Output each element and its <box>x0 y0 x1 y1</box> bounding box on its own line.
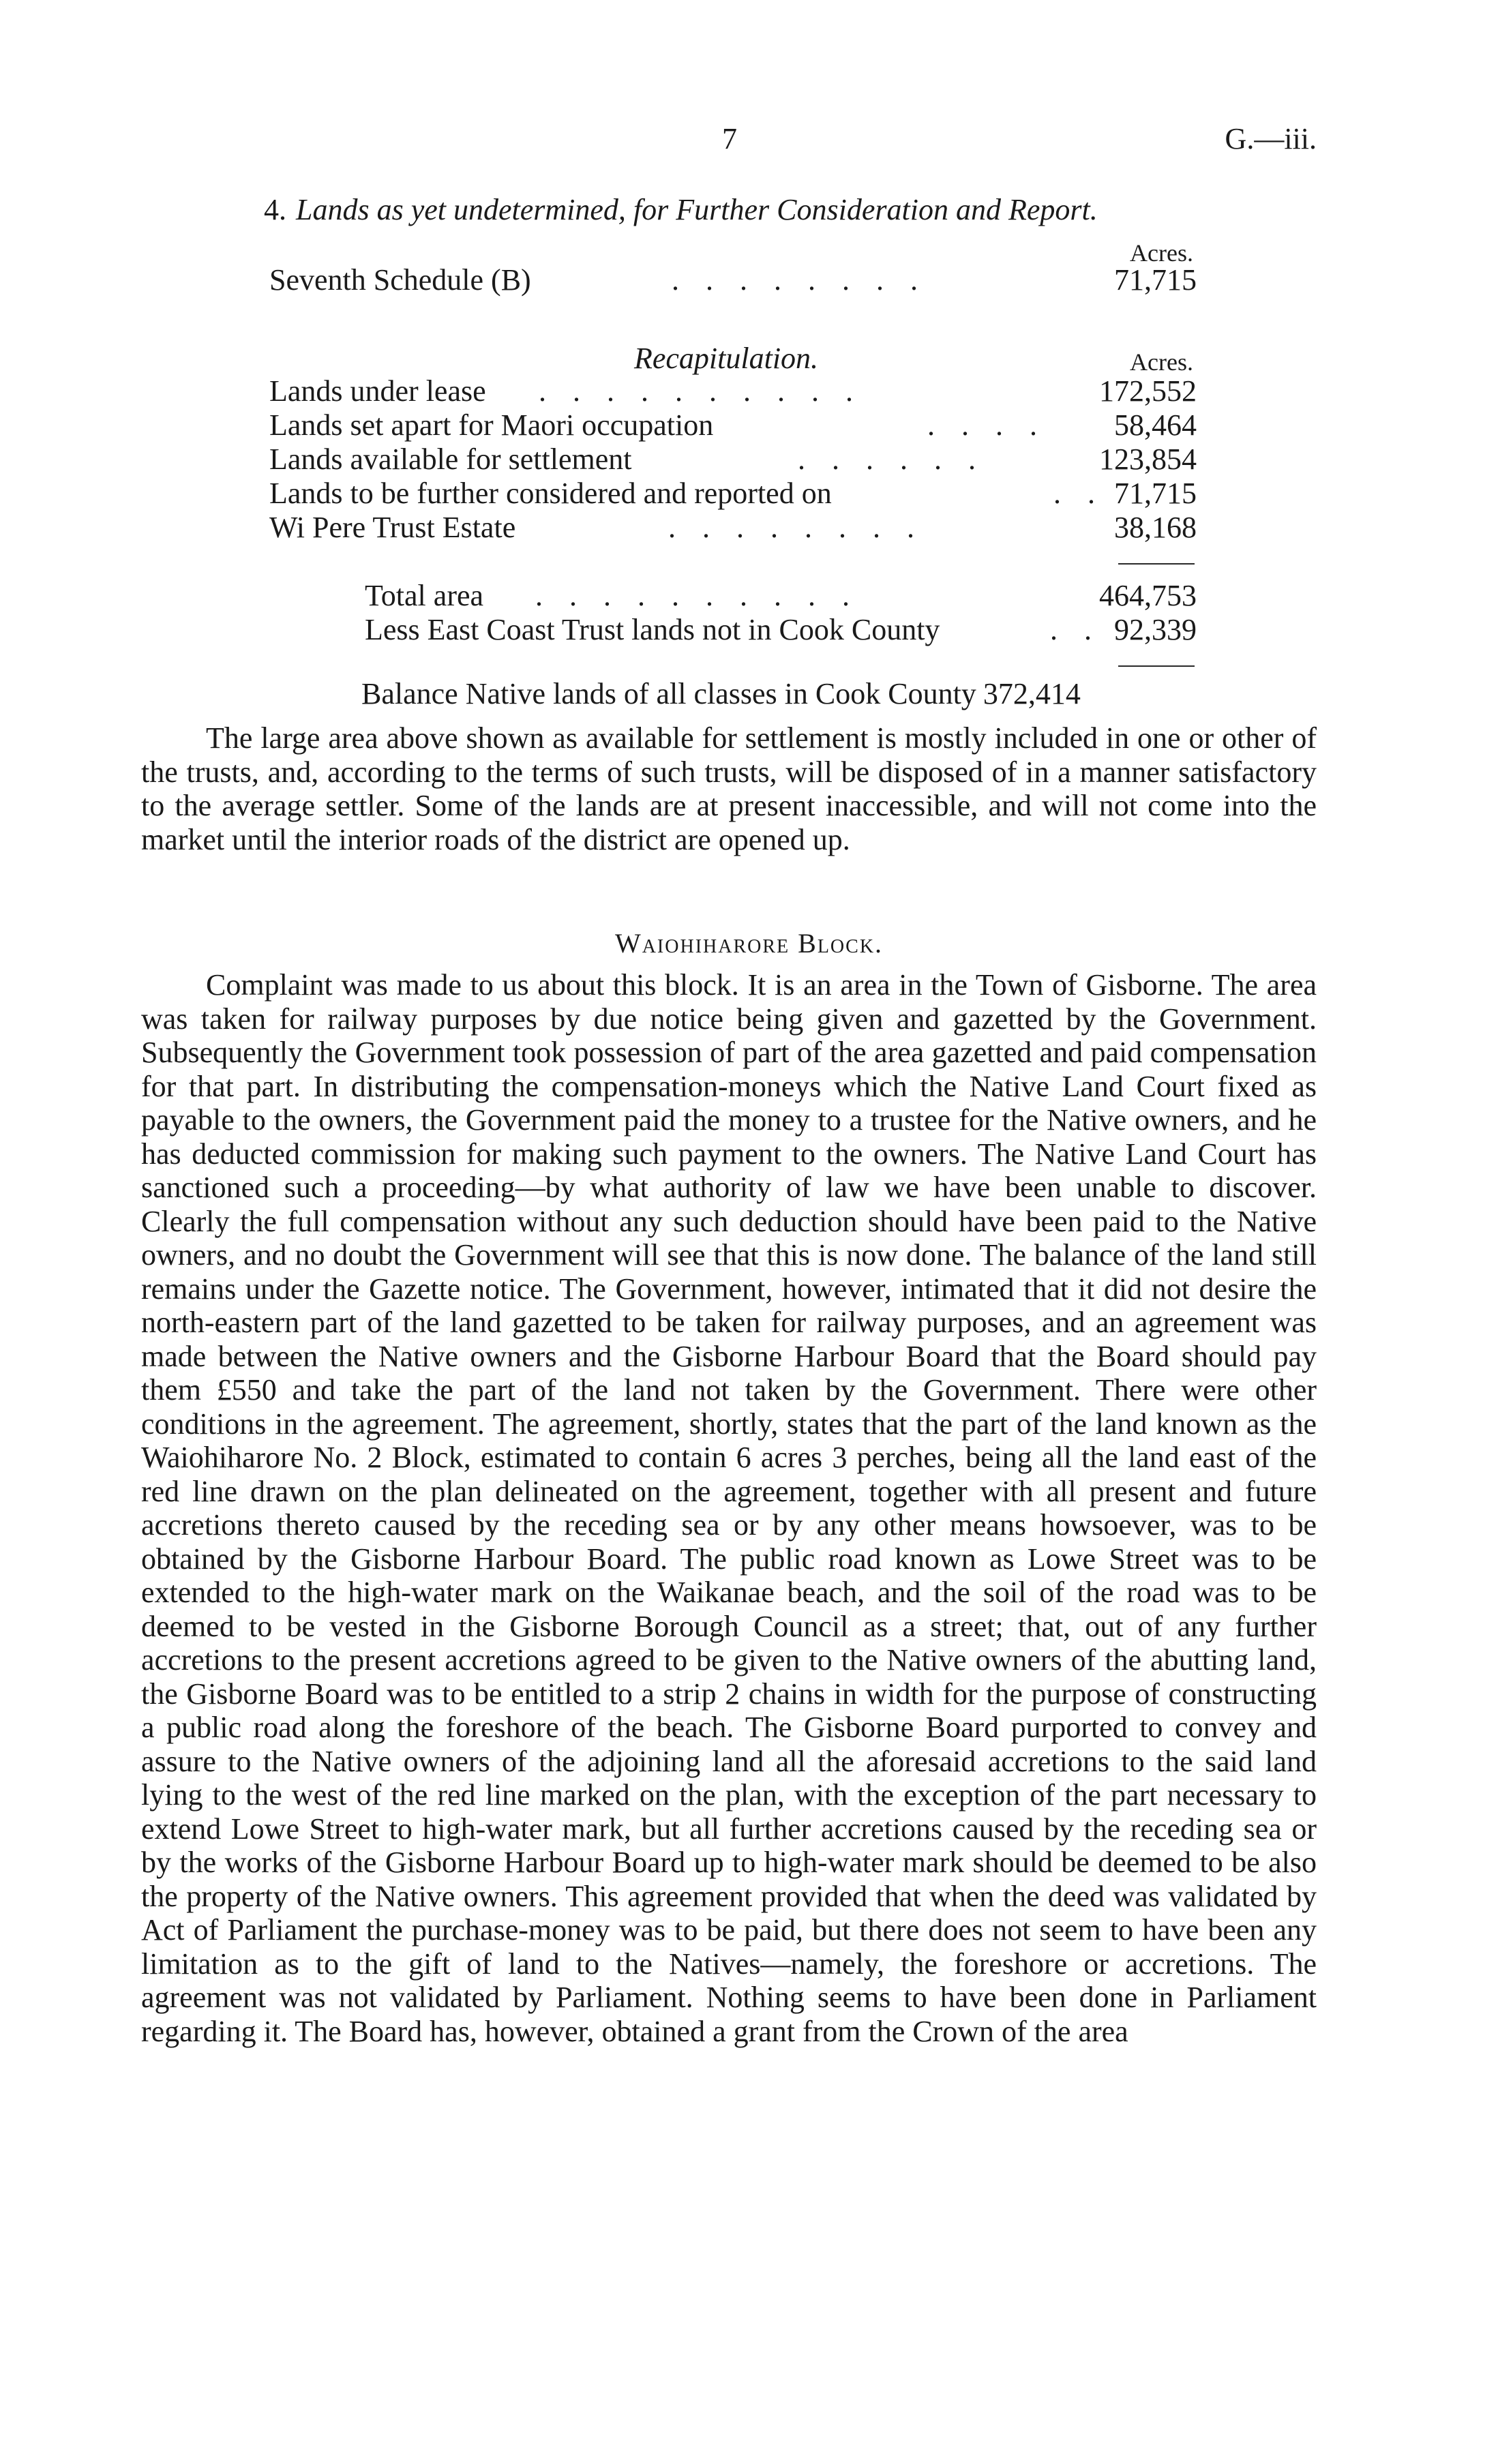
section-number: 4. <box>264 193 286 226</box>
schedule-unit-header: Acres. <box>1130 239 1193 267</box>
total-value: 464,753 <box>1099 579 1197 612</box>
schedule-value: 71,715 <box>1114 263 1197 297</box>
recap-row-value: 58,464 <box>1114 408 1197 442</box>
page-number: 7 <box>722 122 737 155</box>
recap-row-value: 123,854 <box>1099 442 1197 476</box>
recap-row-label: Lands under lease <box>269 374 486 408</box>
schedule-label: Seventh Schedule (B) <box>269 263 531 297</box>
series-code: G.—iii. <box>1225 122 1317 155</box>
recapitulation-unit-header: Acres. <box>1130 348 1193 376</box>
recap-row-value: 71,715 <box>1114 477 1197 510</box>
recapitulation-heading: Recapitulation. <box>634 342 819 375</box>
total-label: Total area <box>365 579 484 612</box>
dot-leader: . . . . . . . . . . <box>539 374 863 408</box>
less-row <box>365 612 1210 648</box>
block-paragraph: Complaint was made to us about this block. It is an area in the Town of Gisborne. The area was taken for railway purposes by due notice being given and gazetted by the Government. Subsequently the Government took possession of part of the area gazetted and paid compensation for that part. In distributing the compensation-moneys which the Native Land Court fixed as payable to the owners, the Government paid the money to a trustee for the Native owners, and he has deducted commission for making such payment to the owners. The Native Land Court has sanctioned such a proceeding—by what authority of law we have been unable to discover. Clearly the full compensation without any such deduction should have been paid to the Native owners, and no doubt the Government will see that this is now done. The balance of the land still remains under the Gazette notice. The Government, however, intimated that it did not desire the north-eastern part of the land gazetted to be taken for railway purposes, and an agreement was made between the Native owners and the Gisborne Harbour Board that the Board should pay them £550 and take the part of the land not taken by the Government. There were other conditions in the agreement. The agreement, shortly, states that the part of the land known as the Waiohiharore No. 2 Block, estimated to contain 6 acres 3 perches, being all the land east of the red line drawn on the plan delineated on the agreement, together with all present and future accretions thereto caused by the receding sea or by any other means howsoever, was to be obtained by the Gisborne Harbour Board. The public road known as Lowe Street was to be extended to the high-water mark on the Waikanae beach, and the soil of the road was to be deemed to be vested in the Gisborne Borough Council as a street; that, out of any further accretions to the present accretions agreed to be given to the Native owners of the abutting land, the Gisborne Board was to be entitled to a strip 2 chains in width for the purpose of constructing a public road along the foreshore of the beach. The Gisborne Board purported to convey and assure to the Native owners of the adjoining land all the aforesaid accretions to the said land lying to the west of the red line marked on the plan, with the exception of the part necessary to extend Lowe Street to high-water mark, but all further accretions caused by the receding sea or by the works of the Gisborne Harbour Board up to high-water mark should be deemed to be also the property of the Native owners. This agreement provided that when the deed was validated by Act of Parliament the purchase-money was to be paid, but there does not seem to have been any limitation as to the gift of land to the Natives—namely, the foreshore or accretions. The agreement was not validated by Parliament. Nothing seems to have been done in Parliament regarding it. The Board has, however, obtained a grant from the Crown of the area <box>141 968 1317 2048</box>
recap-row-label: Lands set apart for Maori occupation <box>269 408 714 442</box>
less-label: Less East Coast Trust lands not in Cook County <box>365 613 940 646</box>
settlement-paragraph: The large area above shown as available for settlement is mostly included in one or other of the trusts, and, according to the terms of such trusts, will be disposed of in a manner satisfactory to the average settler. Some of the lands are at present inaccessible, and will not come into the market until the interior roads of the district are opened up. <box>141 721 1317 856</box>
dot-leader: . . <box>1050 613 1101 646</box>
dot-leader: . . <box>1053 477 1105 510</box>
dot-leader: . . . . <box>927 408 1047 442</box>
balance-value: 372,414 <box>983 677 1081 710</box>
less-value: 92,339 <box>1114 613 1197 646</box>
recap-row-label: Wi Pere Trust Estate <box>269 511 516 544</box>
schedule-row <box>269 262 1210 298</box>
recap-row-label: Lands to be further considered and reported on <box>269 477 832 510</box>
balance-row <box>361 676 1081 711</box>
recap-row <box>269 442 1210 477</box>
balance-rule <box>1118 665 1195 667</box>
dot-leader: . . . . . . . . <box>672 263 927 297</box>
recap-row <box>269 476 1210 511</box>
recap-row-value: 38,168 <box>1114 511 1197 544</box>
recap-row <box>269 374 1210 409</box>
block-heading: Waiohiharore Block. <box>614 928 884 959</box>
recap-row <box>269 408 1210 443</box>
recap-row-value: 172,552 <box>1099 374 1197 408</box>
section-heading <box>264 192 1098 227</box>
recap-row-label: Lands available for settlement <box>269 442 632 476</box>
recap-row <box>269 510 1210 545</box>
balance-label: Balance Native lands of all classes in Cook County <box>361 677 976 710</box>
subtotal-rule <box>1118 563 1195 565</box>
section-title: Lands as yet undetermined, for Further Consideration and Report. <box>296 193 1098 226</box>
dot-leader: . . . . . . . . <box>668 511 924 544</box>
dot-leader: . . . . . . <box>798 442 985 476</box>
dot-leader: . . . . . . . . . . <box>535 579 859 612</box>
total-row <box>365 578 1210 614</box>
